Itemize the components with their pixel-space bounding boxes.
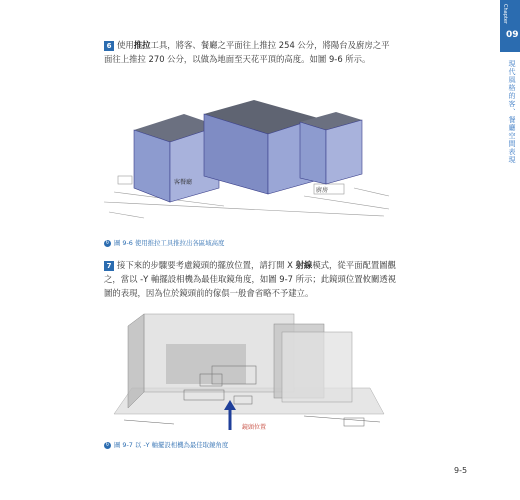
step-6-pre: 使用 [117,40,134,50]
step-7-text-b: 模式，從平面配置圖觀 [312,260,397,270]
chapter-word: Chapter [502,4,508,24]
step-6-text1: 工具，將客、餐廳之平面往上推拉 254 公分，將陽台及廚房之平 [150,40,390,50]
interior-panel [166,344,246,384]
left-wall [128,314,144,408]
chapter-number: 09 [506,30,519,40]
step-6-badge: 6 [104,41,114,51]
caption-9-6-text: 圖 9-6 使用推拉工具推拉出各區域高度 [114,239,225,247]
step-7-line3: 圖的表現，因為位於鏡頭前的傢俱一般會省略不予建立。 [104,288,314,298]
figure-9-7 [104,304,394,438]
caption-9-6 [104,238,224,247]
right-block-front [300,122,326,184]
chapter-tab [500,0,520,52]
label-kitchen: 廚房 [316,187,329,194]
figure-9-6 [104,84,394,232]
right-block-side [326,120,362,184]
kitchen-volume [282,332,352,402]
step-7-bold: 射線 [295,260,313,270]
step-6 [104,38,414,66]
step-7-badge: 7 [104,261,114,271]
caption-icon: ↻ [105,441,110,448]
step-6-text2: 面往上推拉 270 公分，以做為地面至天花平頂的高度。如圖 9-6 所示。 [104,54,371,64]
label-living-dining: 客餐廳 [174,179,193,186]
page-number: 9-5 [454,466,468,475]
step-7-text-a: 接下來的步驟要考慮鏡頭的擺放位置，請打開 X [117,260,296,270]
caption-9-7-text: 圖 9-7 以 -Y 軸擺設相機為最佳取鏡角度 [114,441,229,449]
chapter-side-title: 現代風格的客、餐廳空間表現 [508,60,516,164]
step-7 [104,258,414,300]
step-7-line2: 之，當以 -Y 軸擺設相機為最佳取鏡角度，如圖 9-7 所示；此鏡頭位置攸關透視 [104,274,397,284]
step-6-tool: 推拉 [133,40,151,50]
left-block-front [134,130,170,202]
caption-9-7 [104,440,228,449]
camera-position-label: 鏡頭位置 [242,424,267,431]
caption-icon: ↻ [105,239,110,246]
